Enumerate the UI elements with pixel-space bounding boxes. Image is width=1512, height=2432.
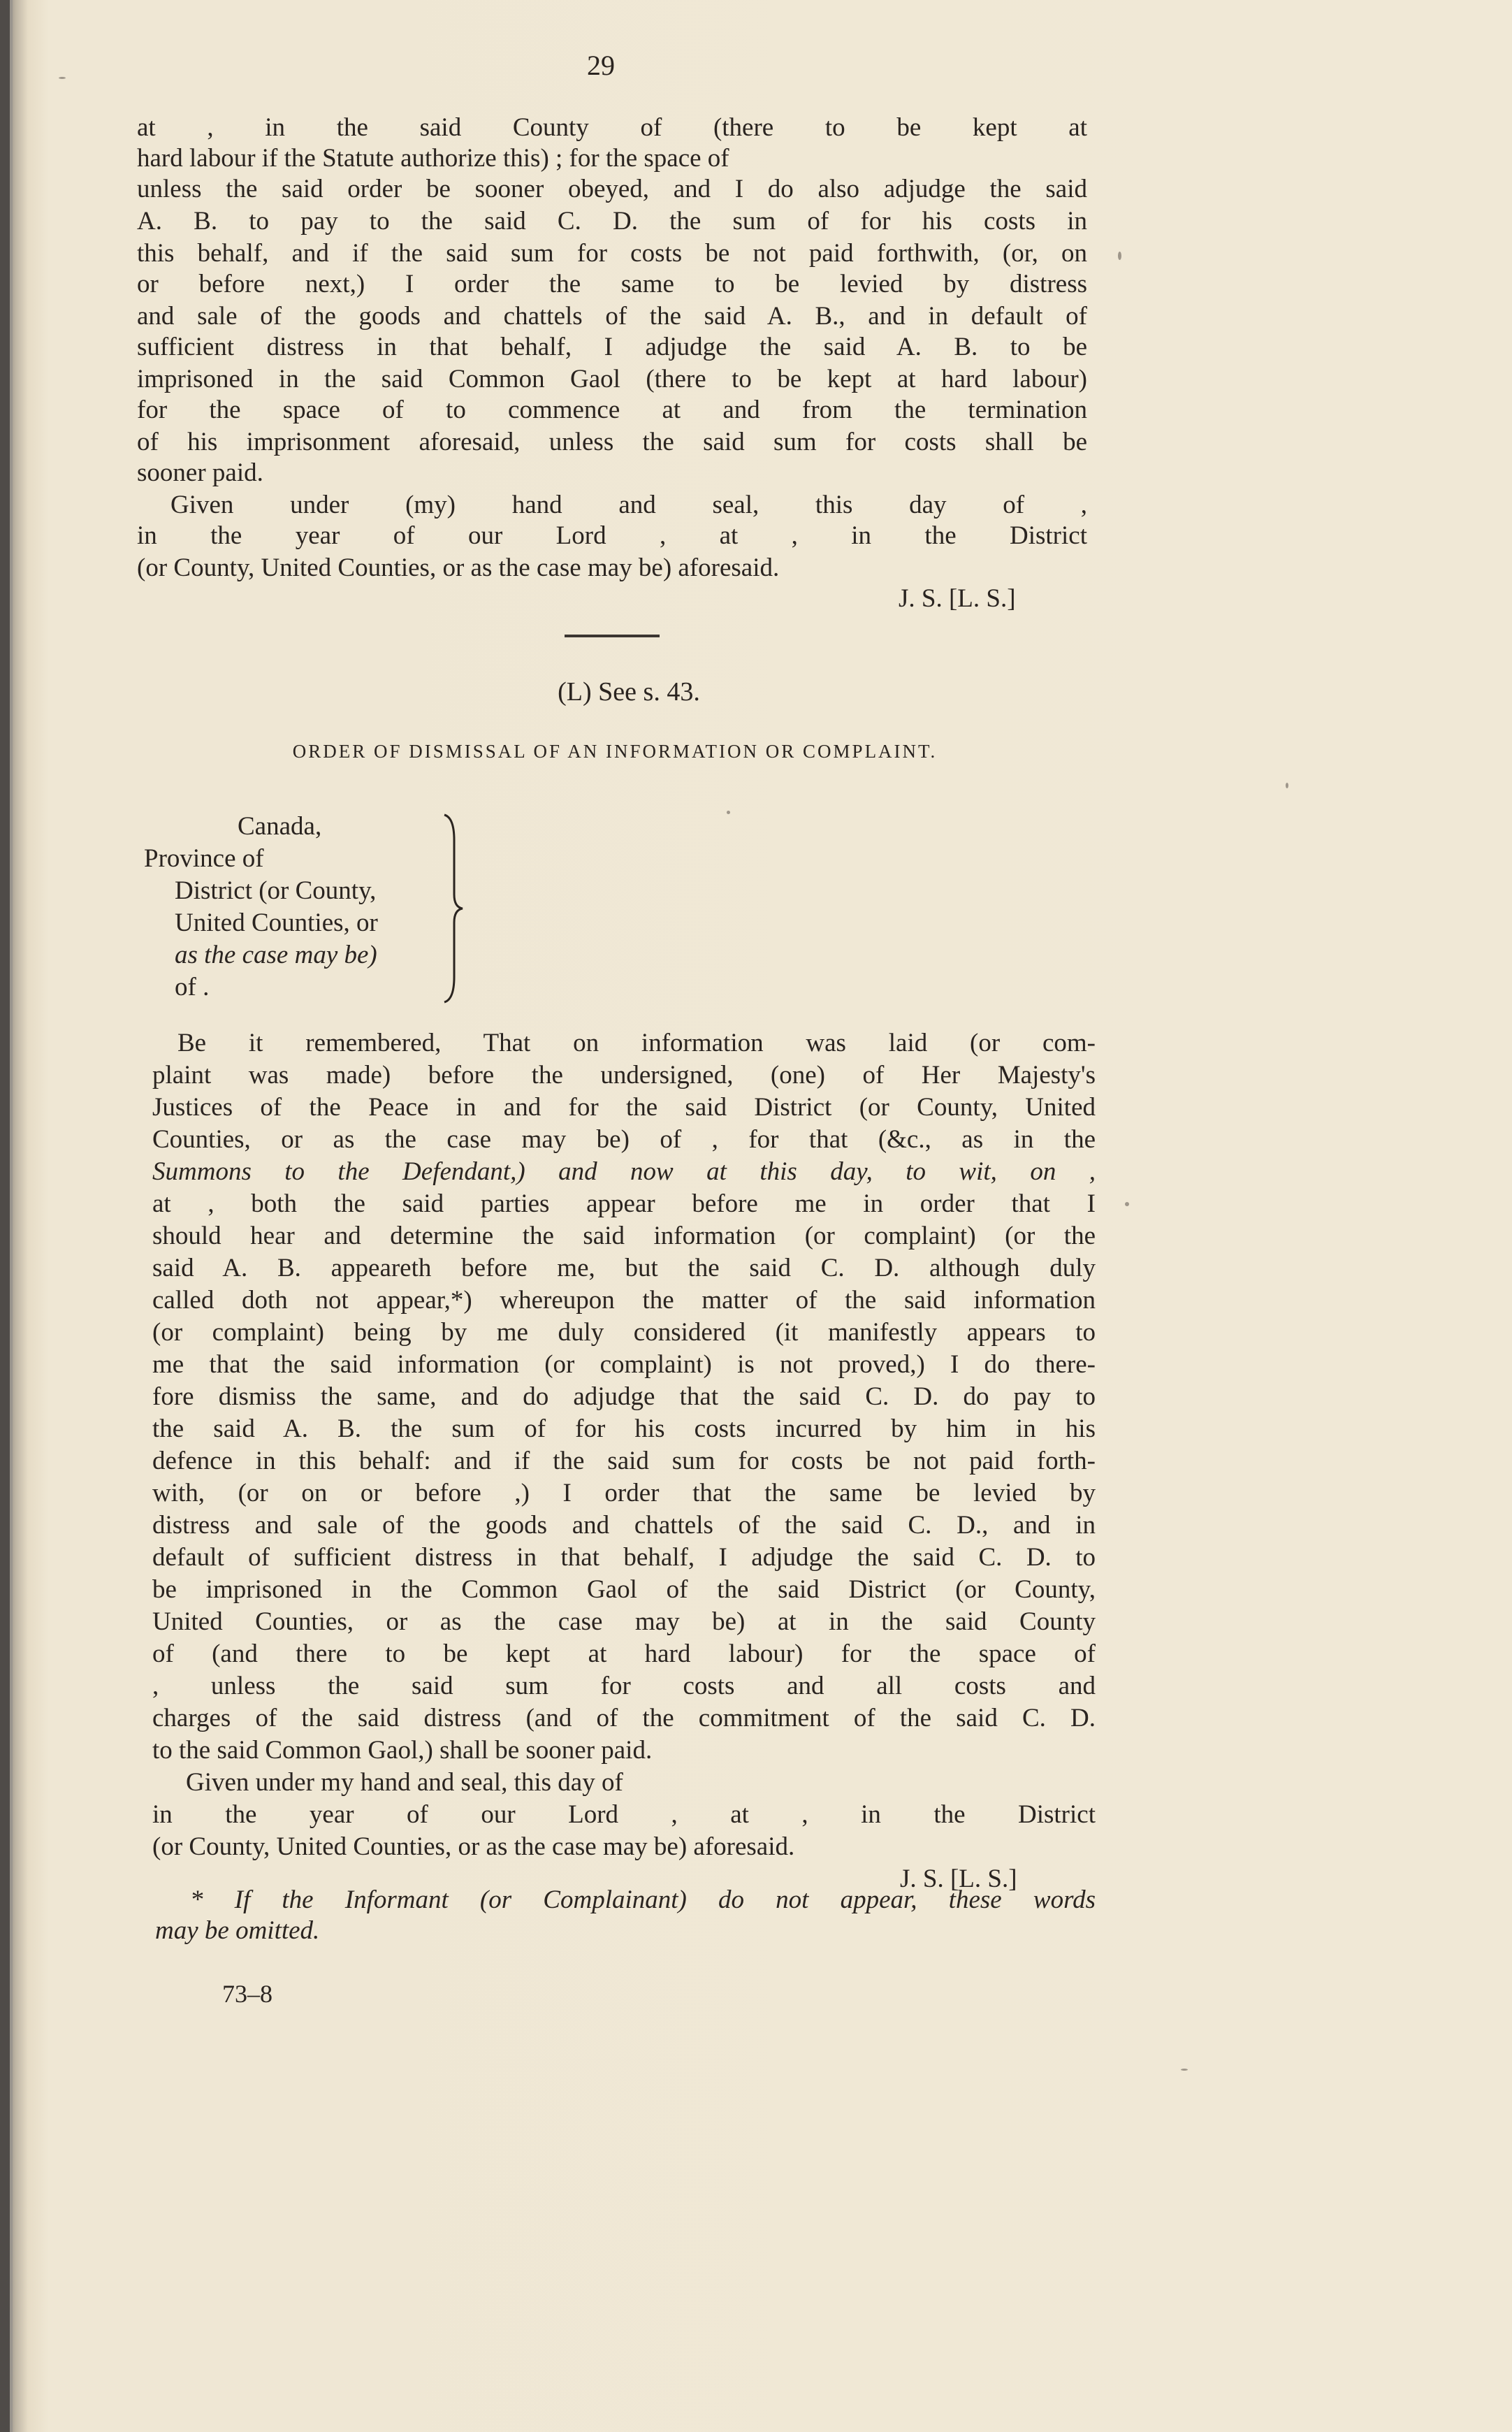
text-line: (or County, United Counties, or as the case may be) aforesaid.: [137, 553, 780, 582]
footnote-line: * If the Informant (or Complainant) do not appear, these words: [190, 1885, 1096, 1914]
text-line: Summons to the Defendant,) and now at this day, to wit, on ,: [152, 1157, 1096, 1186]
text-line: said A. B. appeareth before me, but the said C. D. although duly: [152, 1254, 1096, 1282]
paper-speck: [1181, 2069, 1188, 2071]
text-line: United Counties, or as the case may be) at in the said County: [152, 1607, 1096, 1636]
caption-line: United Counties, or: [175, 909, 378, 937]
curly-brace: [439, 812, 467, 1005]
text-line: this behalf, and if the said sum for costs be not paid forthwith, (or, on: [137, 239, 1087, 268]
signature-line: J. S. [L. S.]: [899, 584, 1016, 613]
caption-line: of .: [175, 973, 210, 1001]
text-line: of his imprisonment aforesaid, unless the said sum for costs shall be: [137, 428, 1087, 456]
footnote-line: may be omitted.: [155, 1916, 320, 1945]
section-divider: [565, 635, 660, 637]
text-line: in the year of our Lord , at , in the District: [137, 521, 1087, 550]
page-number: 29: [587, 50, 615, 81]
paper-speck: [1286, 783, 1288, 788]
body-paragraph: [152, 1027, 1096, 1929]
text-line: for the space of to commence at and from the termination: [137, 396, 1087, 424]
caption-line: Province of: [144, 844, 264, 873]
text-line: Be it remembered, That on information was laid (or com-: [177, 1029, 1096, 1057]
text-line: the said A. B. the sum of for his costs incurred by him in his: [152, 1414, 1096, 1443]
text-line: A. B. to pay to the said C. D. the sum of for his costs in: [137, 207, 1087, 236]
printer-signature-mark: 73–8: [222, 1980, 272, 2008]
form-title: ORDER OF DISMISSAL OF AN INFORMATION OR COMPLAINT.: [292, 741, 938, 762]
footnote: [155, 1884, 1096, 1954]
form-heading: (L) See s. 43.: [558, 677, 700, 707]
text-line: fore dismiss the same, and do adjudge that the said C. D. do pay to: [152, 1382, 1096, 1411]
text-line: in the year of our Lord , at , in the District: [152, 1800, 1096, 1829]
book-spine-shadow: [0, 0, 10, 2432]
paper-speck: [59, 77, 66, 79]
text-line: and sale of the goods and chattels of the said A. B., and in default of: [137, 302, 1087, 331]
text-line: at , in the said County of (there to be kept at: [137, 113, 1087, 142]
text-line: defence in this behalf: and if the said sum for costs be not paid forth-: [152, 1447, 1096, 1475]
signature-line: J. S. [L. S.]: [900, 1865, 1017, 1893]
text-line: Given under (my) hand and seal, this day of ,: [170, 491, 1087, 519]
text-line: Counties, or as the case may be) of , for that (&c., as in the: [152, 1125, 1096, 1154]
text-line: distress and sale of the goods and chattels of the said C. D., and in: [152, 1511, 1096, 1540]
text-line: be imprisoned in the Common Gaol of the said District (or County,: [152, 1575, 1096, 1604]
text-line: plaint was made) before the undersigned, (one) of Her Majesty's: [152, 1061, 1096, 1090]
text-line: charges of the said distress (and of the commitment of the said C. D.: [152, 1704, 1096, 1732]
text-line: unless the said order be sooner obeyed, and I do also adjudge the said: [137, 175, 1087, 203]
text-line: Given under my hand and seal, this day of: [186, 1768, 623, 1797]
text-line: of (and there to be kept at hard labour) for the space of: [152, 1640, 1096, 1668]
text-line: , unless the said sum for costs and all costs and: [152, 1672, 1096, 1700]
text-line: default of sufficient distress in that behalf, I adjudge the said C. D. to: [152, 1543, 1096, 1572]
text-line: should hear and determine the said information (or complaint) (or the: [152, 1222, 1096, 1250]
text-line: or before next,) I order the same to be levied by distress: [137, 270, 1087, 298]
paper-speck: [1118, 252, 1121, 260]
text-line: sooner paid.: [137, 458, 263, 487]
caption-line: District (or County,: [175, 876, 377, 905]
caption-line: Canada,: [238, 812, 322, 841]
top-paragraph: [137, 112, 1087, 615]
text-line: Justices of the Peace in and for the said District (or County, United: [152, 1093, 1096, 1122]
text-line: me that the said information (or complaint) is not proved,) I do there-: [152, 1350, 1096, 1379]
caption-line: as the case may be): [175, 941, 377, 969]
text-line: sufficient distress in that behalf, I adjudge the said A. B. to be: [137, 333, 1087, 361]
text-line: hard labour if the Statute authorize this) ; for the space of: [137, 144, 729, 173]
text-line: (or complaint) being by me duly considered (it manifestly appears to: [152, 1318, 1096, 1347]
text-line: (or County, United Counties, or as the case may be) aforesaid.: [152, 1832, 795, 1861]
paper-speck: [727, 811, 730, 814]
paper-speck: [1125, 1202, 1129, 1206]
text-line: to the said Common Gaol,) shall be sooner paid.: [152, 1736, 653, 1765]
text-line: at , both the said parties appear before me in order that I: [152, 1189, 1096, 1218]
text-line: called doth not appear,*) whereupon the matter of the said information: [152, 1286, 1096, 1315]
book-spine-edge: [10, 0, 13, 2432]
text-line: with, (or on or before ,) I order that the same be levied by: [152, 1479, 1096, 1507]
text-line: imprisoned in the said Common Gaol (there to be kept at hard labour): [137, 365, 1087, 393]
